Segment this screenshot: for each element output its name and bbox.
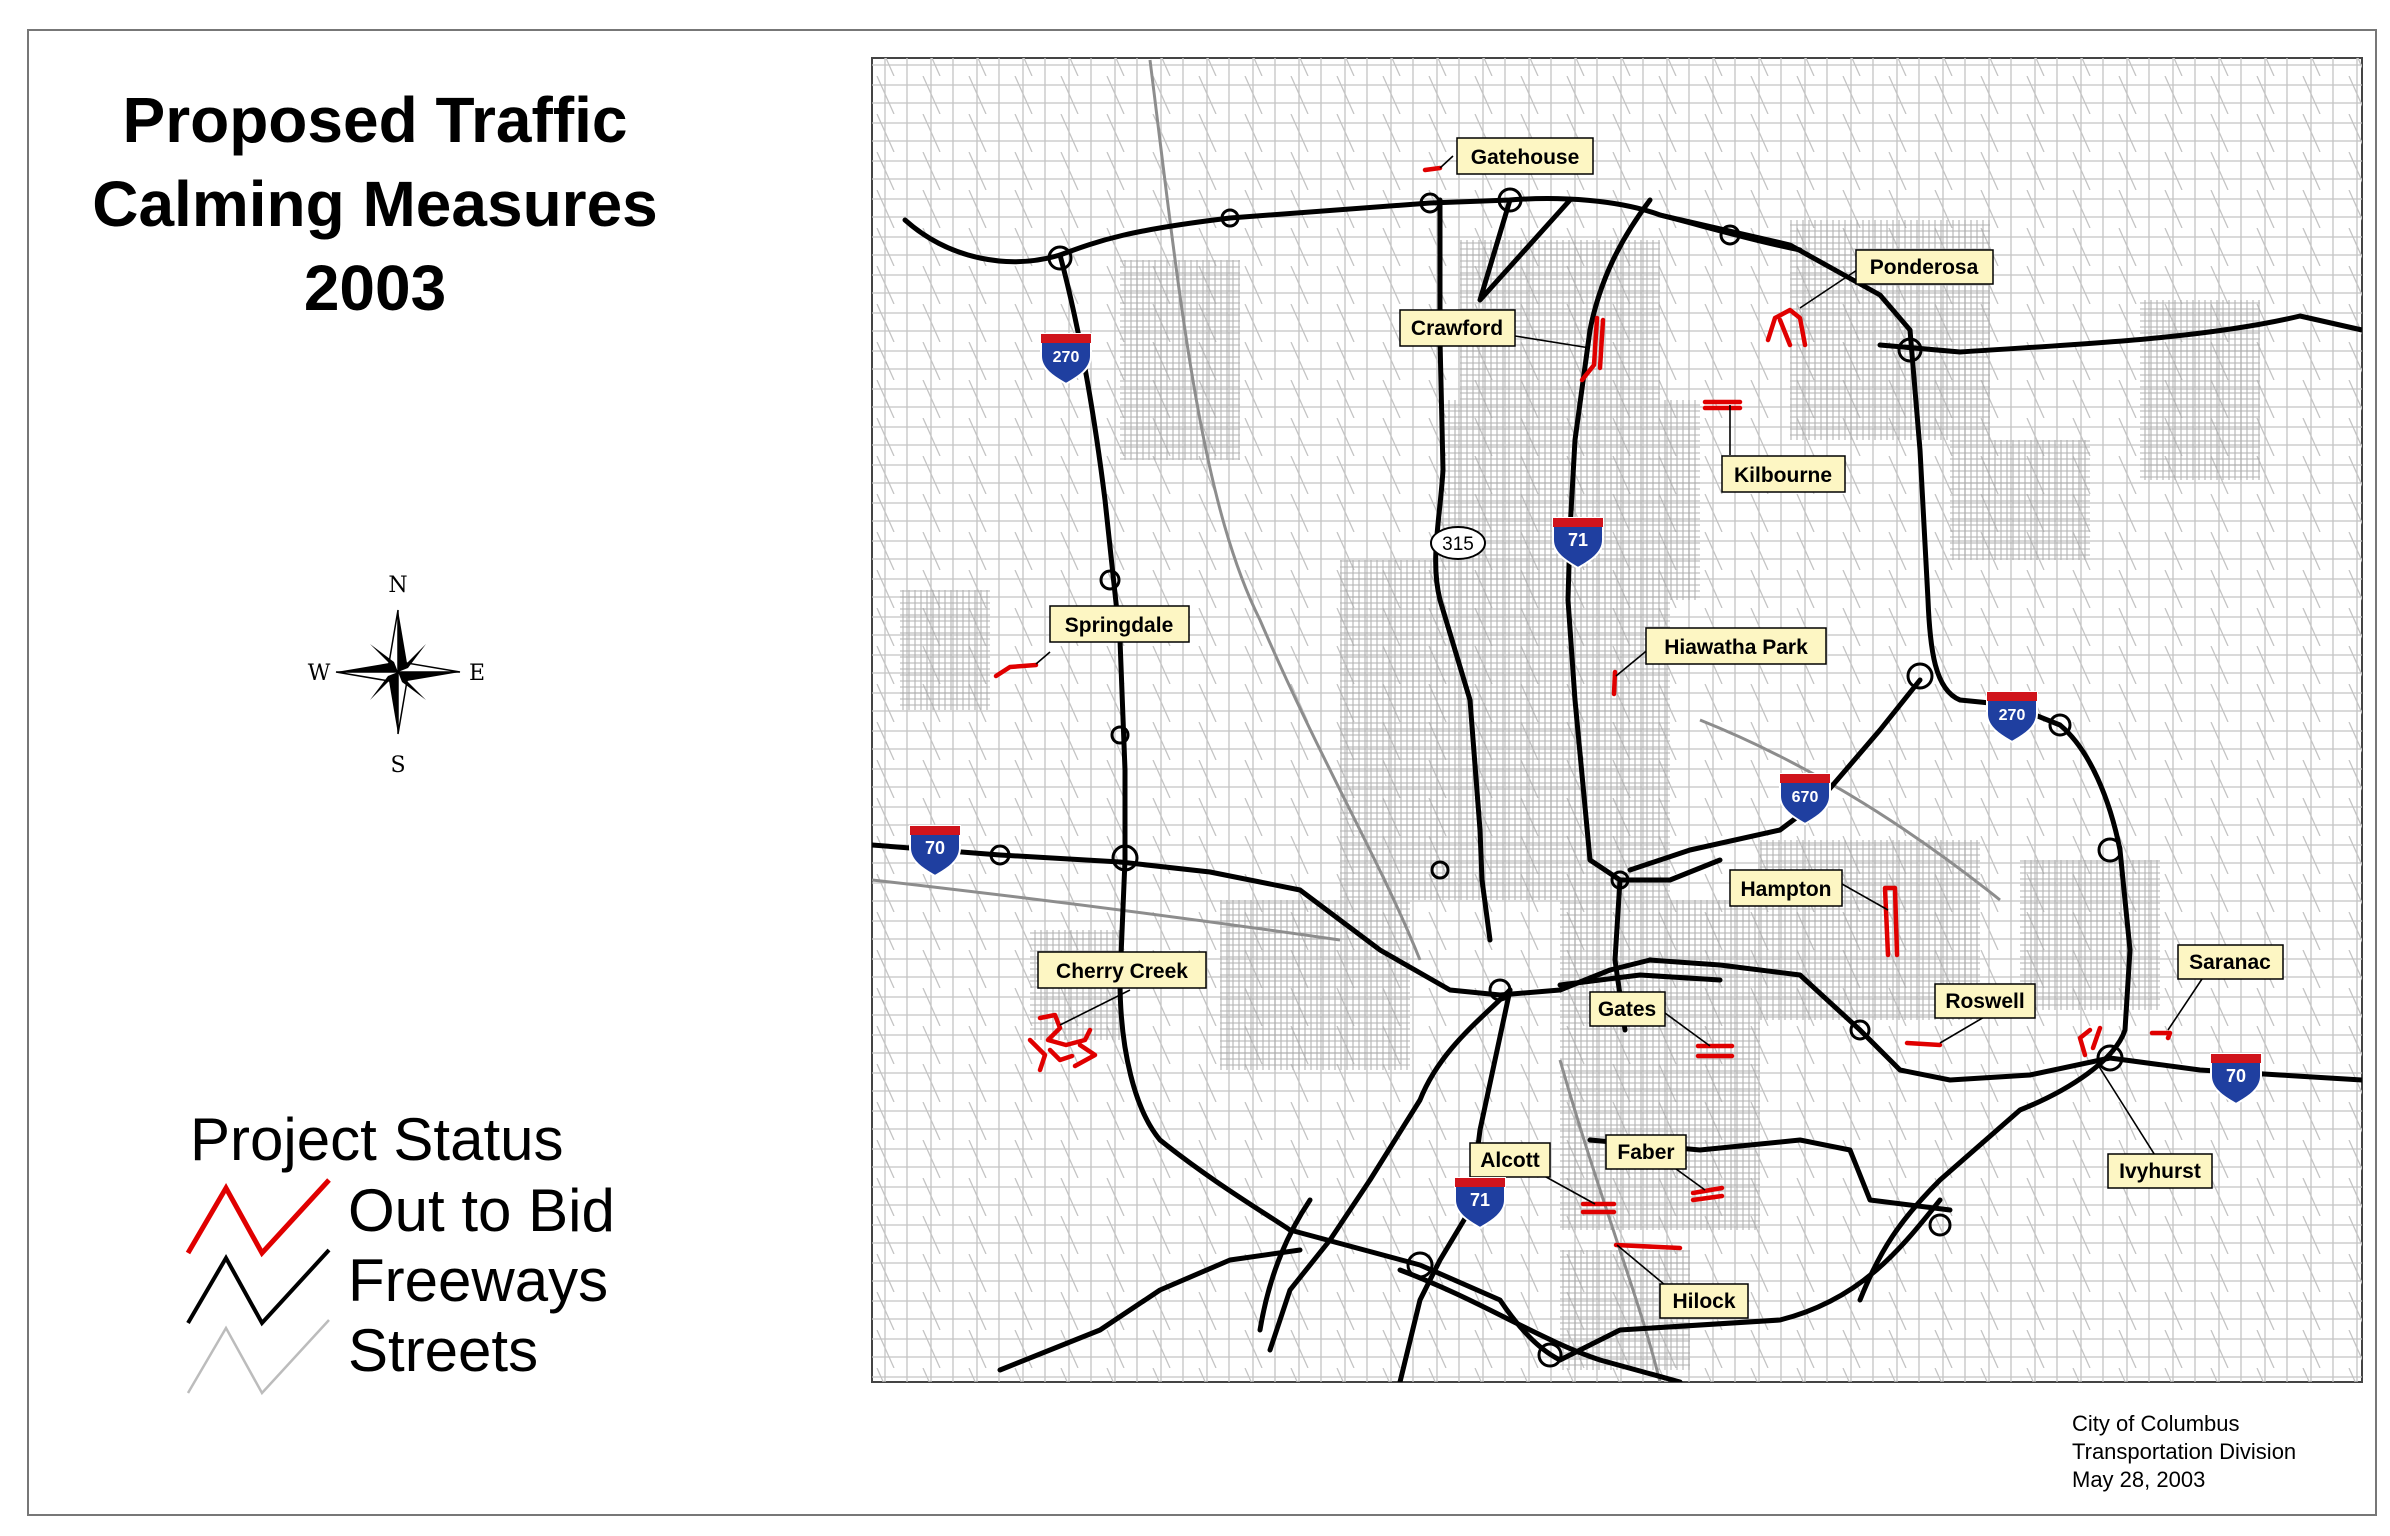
map-title-line-1: Proposed Traffic bbox=[122, 84, 628, 156]
legend-out-to-bid-icon bbox=[188, 1180, 329, 1253]
svg-text:70: 70 bbox=[924, 838, 946, 858]
callout-hiawatha-park[interactable] bbox=[1646, 628, 1826, 664]
callout-faber[interactable] bbox=[1606, 1135, 1686, 1169]
callout-ivyhurst[interactable] bbox=[2108, 1154, 2212, 1188]
svg-text:70: 70 bbox=[2225, 1066, 2247, 1086]
callout-cherry-creek[interactable] bbox=[1038, 952, 1206, 988]
callout-label: Ponderosa bbox=[1869, 256, 1979, 279]
callout-hampton[interactable] bbox=[1730, 870, 1842, 906]
legend-symbols bbox=[188, 1180, 329, 1393]
legend-streets-icon bbox=[188, 1320, 329, 1393]
callout-label: Gatehouse bbox=[1470, 146, 1580, 169]
callout-springdale[interactable] bbox=[1050, 606, 1189, 642]
legend-label-out-to-bid: Out to Bid bbox=[348, 1177, 615, 1244]
callout-label: Roswell bbox=[1945, 990, 2025, 1013]
compass-s: S bbox=[390, 753, 406, 778]
callout-label: Faber bbox=[1617, 1141, 1675, 1164]
callout-label: Gates bbox=[1597, 998, 1657, 1021]
callout-label: Cherry Creek bbox=[1056, 960, 1188, 983]
legend-label-freeways: Freeways bbox=[348, 1247, 609, 1314]
callout-hilock[interactable] bbox=[1660, 1284, 1748, 1318]
callout-label: Alcott bbox=[1480, 1149, 1540, 1172]
svg-text:71: 71 bbox=[1469, 1190, 1491, 1210]
legend-freeways-icon bbox=[188, 1250, 329, 1323]
compass-e: E bbox=[468, 661, 486, 686]
callout-label: Hilock bbox=[1672, 1290, 1736, 1313]
credit-line-3: May 28, 2003 bbox=[2072, 1467, 2206, 1492]
callout-alcott[interactable] bbox=[1470, 1143, 1550, 1177]
credit-line-1: City of Columbus bbox=[2072, 1411, 2240, 1436]
callout-saranac[interactable] bbox=[2178, 945, 2283, 979]
callout-gatehouse[interactable] bbox=[1457, 138, 1593, 174]
credit-line-2: Transportation Division bbox=[2072, 1439, 2297, 1464]
callout-label: Kilbourne bbox=[1734, 464, 1832, 487]
callout-kilbourne[interactable] bbox=[1722, 456, 1845, 492]
callout-label: Crawford bbox=[1410, 317, 1504, 340]
callout-ponderosa[interactable] bbox=[1856, 250, 1993, 284]
compass-n: N bbox=[388, 573, 408, 598]
compass-rose-icon bbox=[308, 573, 485, 778]
map-title-line-3: 2003 bbox=[303, 252, 447, 324]
callout-label: Hampton bbox=[1740, 878, 1832, 901]
callout-crawford[interactable] bbox=[1400, 310, 1515, 346]
callout-label: Hiawatha Park bbox=[1664, 636, 1808, 659]
state-route-shield-icon bbox=[1431, 527, 1485, 559]
compass-w: W bbox=[307, 661, 331, 686]
svg-text:71: 71 bbox=[1567, 530, 1589, 550]
map-title-line-2: Calming Measures bbox=[92, 168, 658, 240]
svg-text:270: 270 bbox=[1052, 349, 1080, 366]
callout-roswell[interactable] bbox=[1935, 984, 2035, 1018]
legend-label-streets: Streets bbox=[348, 1317, 539, 1384]
svg-text:670: 670 bbox=[1791, 789, 1819, 806]
callout-label: Springdale bbox=[1064, 614, 1174, 637]
svg-text:270: 270 bbox=[1998, 707, 2026, 724]
callout-label: Saranac bbox=[2189, 951, 2271, 974]
callout-gates[interactable] bbox=[1590, 992, 1665, 1026]
legend-heading: Project Status bbox=[190, 1106, 564, 1173]
svg-text:315: 315 bbox=[1442, 534, 1474, 555]
callout-label: Ivyhurst bbox=[2119, 1160, 2201, 1183]
